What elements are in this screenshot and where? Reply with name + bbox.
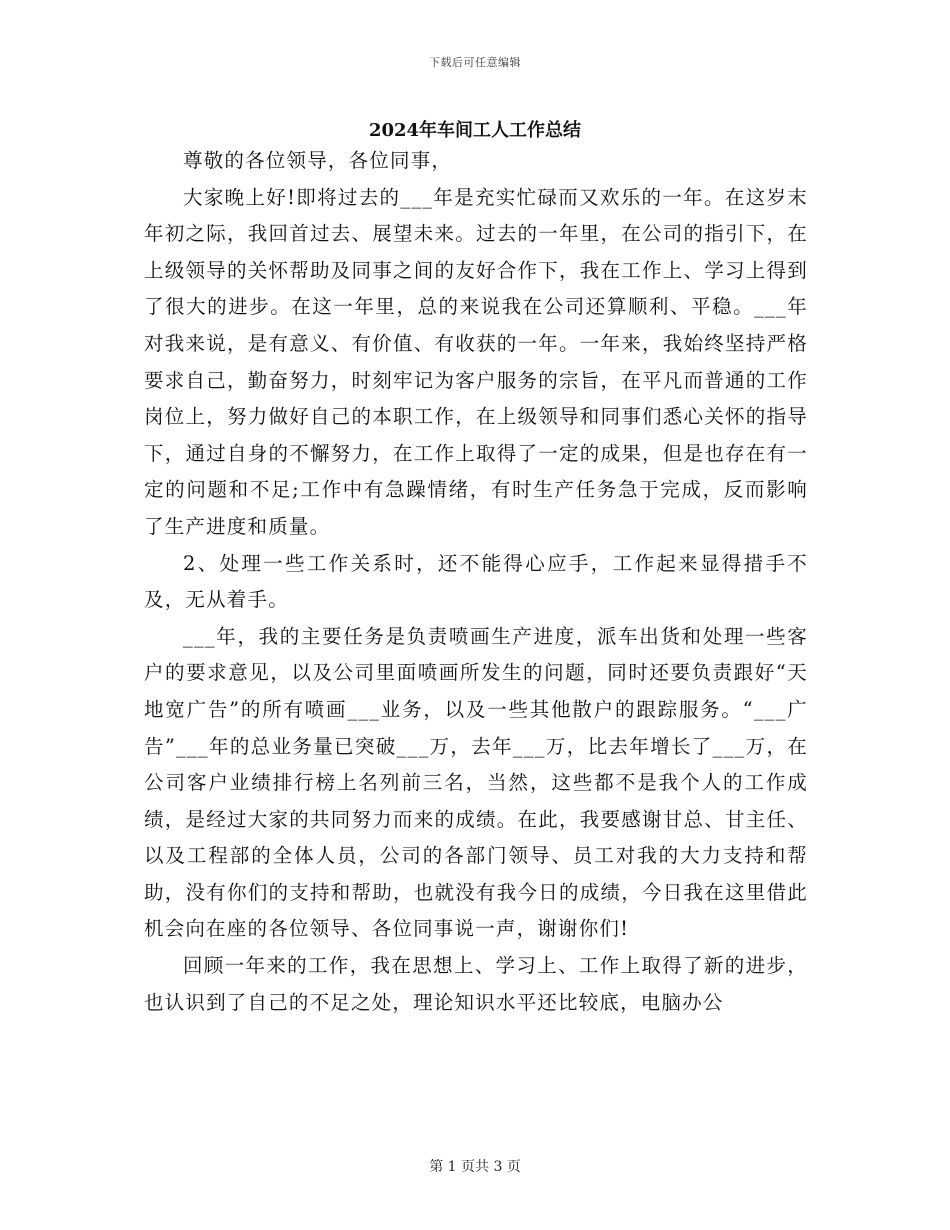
download-note: 下载后可任意编辑	[429, 56, 521, 69]
intro-paragraph: 大家晚上好!即将过去的___年是充实忙碌而又欢乐的一年。在这岁末年初之际，我回首过去、展望未来。过去的一年里，在公司的指引下，在上级领导的关怀帮助及同事之间的友好合作下，我在工作上、学习上得到了很大的进步。在这一年里，总的来说我在公司还算顺利、平稳。___年对我来说，是有意义、有价值、有收获的一年。一年来，我始终坚持严格要求自己，勤奋努力，时刻牢记为客户服务的宗旨，在平凡而普通的工作岗位上，努力做好自己的本职工作，在上级领导和同事们悉心关怀的指导下，通过自身的不懈努力，在工作上取得了一定的成果，但是也存在有一定的问题和不足;工作中有急躁情绪，有时生产任务急于完成，反而影响了生产进度和质量。	[144, 185, 808, 538]
tasks-paragraph: ___年，我的主要任务是负责喷画生产进度，派车出货和处理一些客户的要求意见，以及公司里面喷画所发生的问题，同时还要负责跟好“天地宽广告”的所有喷画___业务，以及一些其他散户的跟踪服务。“___广告”___年的总业务量已突破___万，去年___万，比去年增长了___万，在公司客户业绩排行榜上名列前三名，当然，这些都不是我个人的工作成绩，是经过大家的共同努力而来的成绩。在此，我要感谢甘总、甘主任、以及工程部的全体人员，公司的各部门领导、员工对我的大力支持和帮助，没有你们的支持和帮助，也就没有我今日的成绩，今日我在这里借此机会向在座的各位领导、各位同事说一声，谢谢你们!	[144, 624, 808, 941]
issue-paragraph: 2、处理一些工作关系时，还不能得心应手，工作起来显得措手不及，无从着手。	[144, 551, 808, 612]
salutation-paragraph: 尊敬的各位领导，各位同事，	[183, 149, 453, 172]
document-body	[144, 143, 808, 1021]
page-title: 2024年车间工人工作总结	[368, 120, 582, 141]
page-number: 第 1 页共 3 页	[429, 1159, 521, 1175]
review-paragraph: 回顾一年来的工作，我在思想上、学习上、工作上取得了新的进步，也认识到了自己的不足之处，理论知识水平还比较底，电脑办公	[144, 954, 808, 1014]
